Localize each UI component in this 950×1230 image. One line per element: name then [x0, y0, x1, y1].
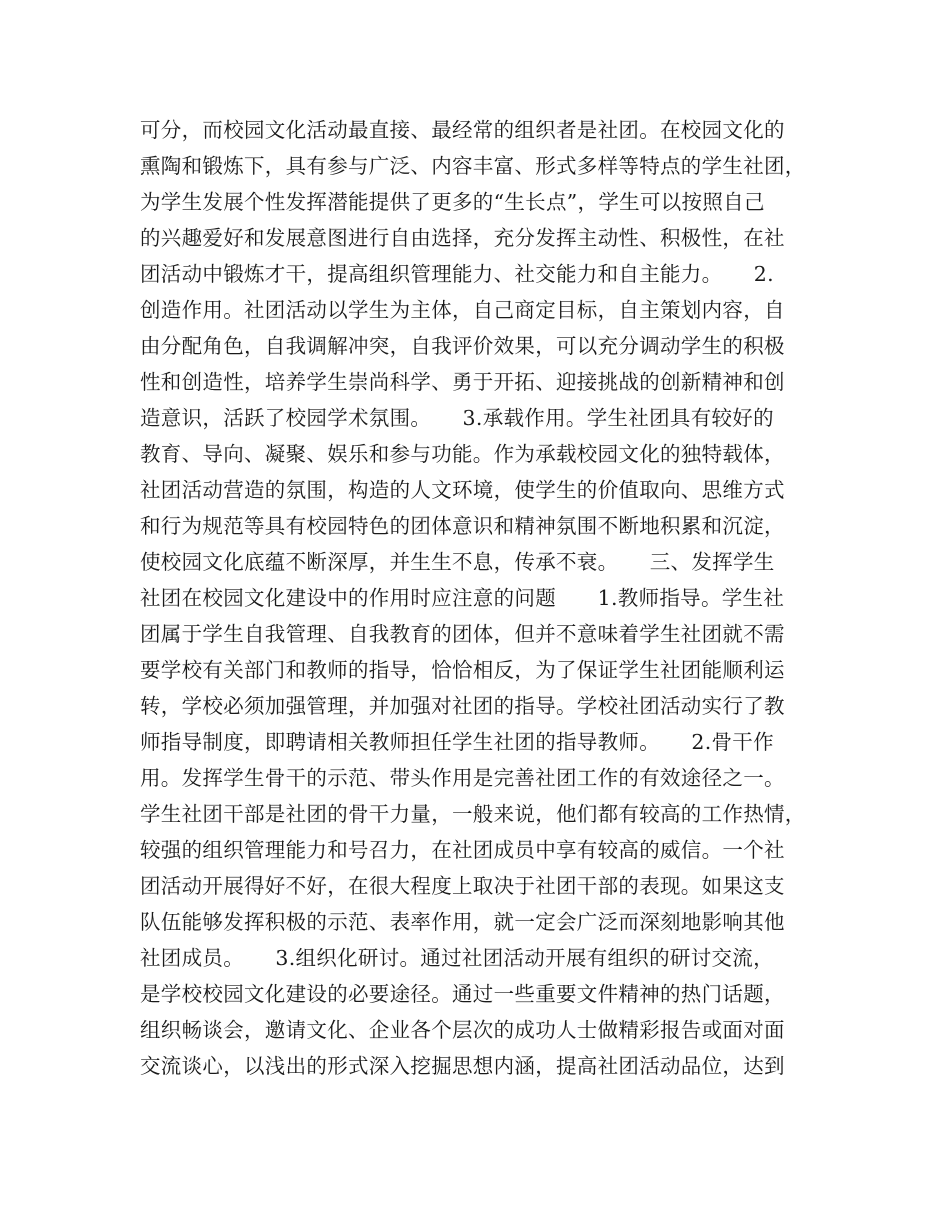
- text-line: 性和创造性，培养学生崇尚科学、勇于开拓、迎接挑战的创新精神和创: [140, 370, 785, 394]
- text-line: 为学生发展个性发挥潜能提供了更多的“生长点”，学生可以按照自己: [140, 190, 765, 214]
- text-line: 用。发挥学生骨干的示范、带头作用是完善社团工作的有效途径之一。: [140, 766, 785, 790]
- text-line: 造意识，活跃了校园学术氛围。 3.承载作用。学生社团具有较好的: [140, 406, 774, 430]
- text-line: 社团成员。 3.组织化研讨。通过社团活动开展有组织的研讨交流，: [140, 946, 774, 970]
- text-line: 学生社团干部是社团的骨干力量，一般来说，他们都有较高的工作热情，: [140, 802, 806, 826]
- text-line: 是学校校园文化建设的必要途径。通过一些重要文件精神的热门话题，: [140, 982, 785, 1006]
- text-line: 创造作用。社团活动以学生为主体，自己商定目标，自主策划内容，自: [140, 298, 785, 322]
- text-line: 社团在校园文化建设中的作用时应注意的问题 1.教师指导。学生社: [140, 586, 785, 610]
- text-line: 社团活动营造的氛围，构造的人文环境，使学生的价值取向、思维方式: [140, 478, 785, 502]
- text-line: 转，学校必须加强管理，并加强对社团的指导。学校社团活动实行了教: [140, 694, 785, 718]
- text-line: 熏陶和锻炼下，具有参与广泛、内容丰富、形式多样等特点的学生社团，: [140, 154, 806, 178]
- text-line: 交流谈心，以浅出的形式深入挖掘思想内涵，提高社团活动品位，达到: [140, 1054, 785, 1078]
- text-line: 队伍能够发挥积极的示范、表率作用，就一定会广泛而深刻地影响其他: [140, 910, 785, 934]
- text-line: 较强的组织管理能力和号召力，在社团成员中享有较高的威信。一个社: [140, 838, 785, 862]
- text-line: 团属于学生自我管理、自我教育的团体，但并不意味着学生社团就不需: [140, 622, 785, 646]
- text-line: 的兴趣爱好和发展意图进行自由选择，充分发挥主动性、积极性，在社: [140, 226, 785, 250]
- text-line: 可分，而校园文化活动最直接、最经常的组织者是社团。在校园文化的: [140, 118, 785, 142]
- text-line: 要学校有关部门和教师的指导，恰恰相反，为了保证学生社团能顺利运: [140, 658, 785, 682]
- text-line: 团活动中锻炼才干，提高组织管理能力、社交能力和自主能力。 2.: [140, 262, 774, 286]
- text-line: 使校园文化底蕴不断深厚，并生生不息，传承不衰。 三、发挥学生: [140, 550, 775, 574]
- text-line: 组织畅谈会，邀请文化、企业各个层次的成功人士做精彩报告或面对面: [140, 1018, 785, 1042]
- text-line: 师指导制度，即聘请相关教师担任学生社团的指导教师。 2.骨干作: [140, 730, 774, 754]
- text-line: 和行为规范等具有校园特色的团体意识和精神氛围不断地积累和沉淀，: [140, 514, 785, 538]
- text-line: 由分配角色，自我调解冲突，自我评价效果，可以充分调动学生的积极: [140, 334, 785, 358]
- text-line: 教育、导向、凝聚、娱乐和参与功能。作为承载校园文化的独特载体，: [140, 442, 785, 466]
- text-line: 团活动开展得好不好，在很大程度上取决于社团干部的表现。如果这支: [140, 874, 785, 898]
- body-text: [140, 112, 830, 1084]
